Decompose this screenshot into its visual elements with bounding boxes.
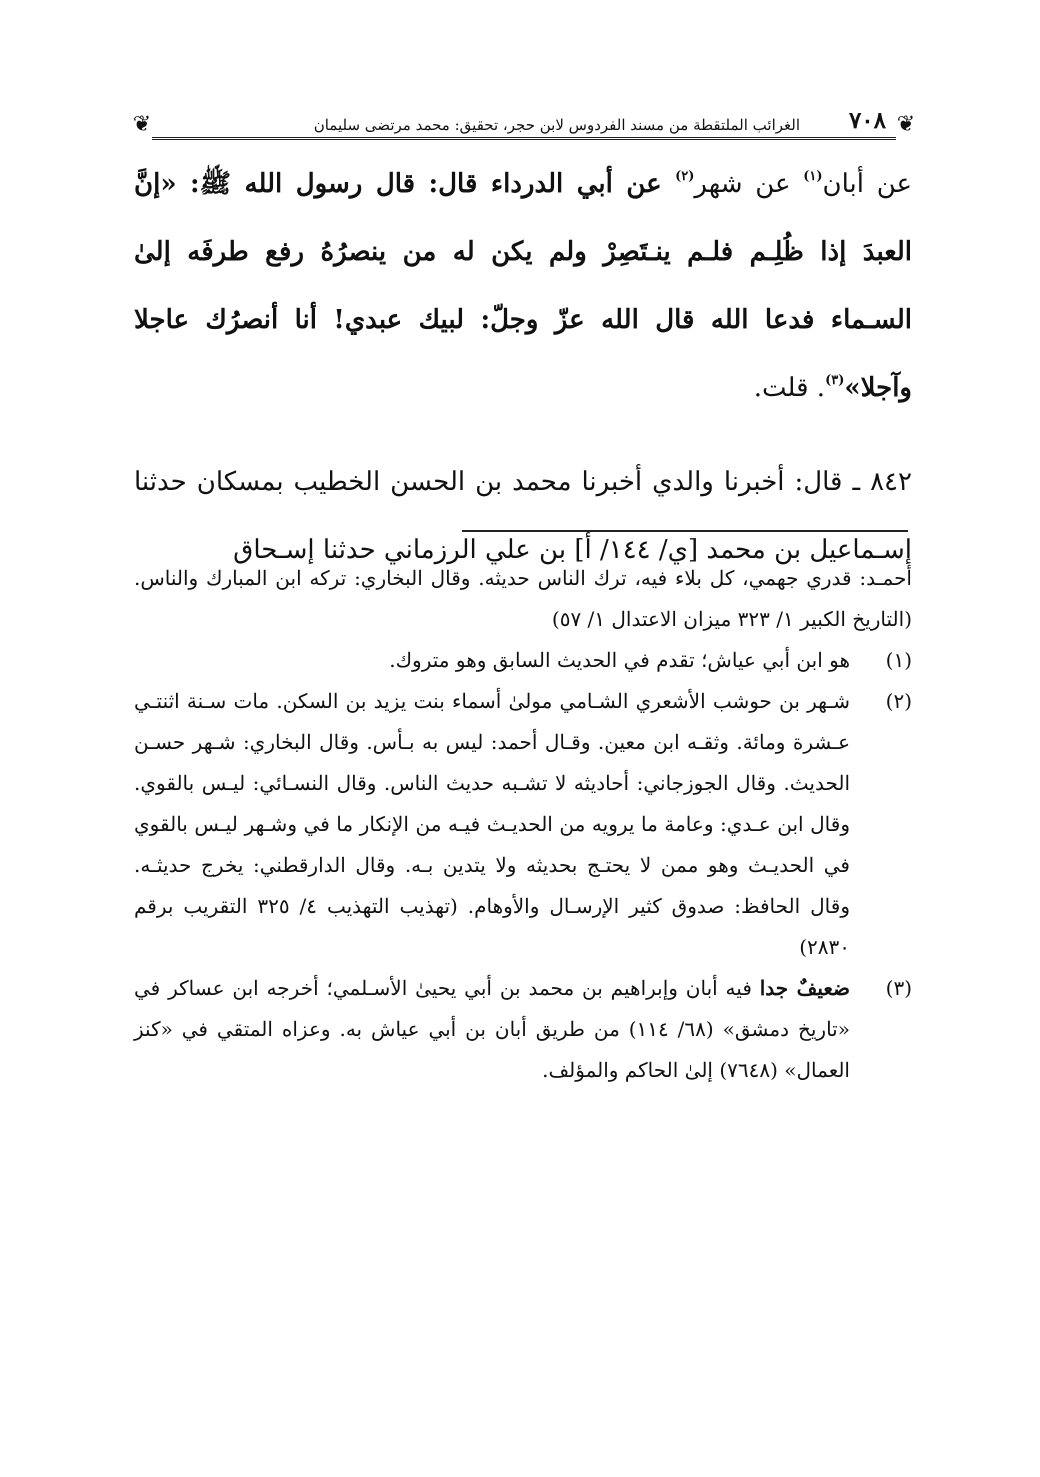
footnote-continuation: أحمـد: قدري جهمي، كل بلاء فيه، ترك الناس حديثه. وقال البخاري: تركه ابن المبارك والناس. (التاريخ الكبير ١/ ٣٢٣ ميزان الاعتدال ١/ ٥٧) [134, 566, 912, 631]
hadith-matn: عن أبي الدرداء قال: قال رسول الله ﷺ: «إنَّ العبدَ إذا ظُلِـم فلـم ينـتَصِرْ ولم يكن له من ينصرُهُ رفع طرفَه إلىٰ السـماء فدعا الله قال الله عزّ وجلّ: لبيك عبدي! أنا أنصرُك عاجلا وآجلا» [134, 169, 912, 403]
entry-842: ٨٤٢ ـ قال: أخبرنا والدي أخبرنا محمد بن الحسن الخطيب بمسكان حدثنا إسـماعيل بن محمد [ي/ ١٤٤/ أ] بن علي الرزماني حدثنا إسـحاق [134, 467, 912, 565]
main-text [134, 150, 912, 584]
footnote-ref-2: (٢) [675, 169, 695, 184]
footnote-text-rest: فيه أبان وإبراهيم بن محمد بن أبي يحيىٰ الأسـلمي؛ أخرجه ابن عساكر في «تاريخ دمشق» (٦٨/ ١١٤) من طريق أبان بن أبي عياش به. وعزاه المتقي في «كنز العمال» (٧٦٤٨) إلىٰ الحاكم والمؤلف. [134, 976, 850, 1082]
footnote-number: (٢) [885, 689, 912, 713]
footnote-number: (٣) [885, 976, 912, 1000]
footnote-grading: ضعيفٌ جدا [759, 976, 851, 1000]
hadith-closing: . قلت. [753, 373, 826, 403]
footnote-text [134, 968, 850, 1091]
footnote-ref-1: (١) [803, 169, 823, 184]
running-header [132, 98, 916, 142]
hadith-paragraph [134, 150, 912, 422]
running-title: الغرائب الملتقطة من مسند الفردوس لابن حجر، تحقيق: محمد مرتضى سليمان [313, 116, 800, 134]
header-ornament-right-icon: ❦ [896, 112, 916, 137]
footnote-ref-3: (٣) [825, 373, 845, 388]
header-ornament-left-icon: ❦ [132, 112, 152, 137]
page-number: ٧٠٨ [848, 107, 886, 134]
footnote-number: (١) [885, 648, 912, 672]
footnote-item [134, 968, 912, 1091]
footnote-separator [462, 530, 908, 532]
footnote-item [134, 640, 912, 681]
hadith-chain-part1: عن أبان [822, 169, 913, 199]
footnote-text: شـهر بن حوشب الأشعري الشـامي مولىٰ أسماء بنت يزيد بن السكن. مات سـنة اثنتـي عـشرة ومائة. وثقـه ابن معين. وقـال أحمد: ليس به بـأس. وقال البخاري: شـهر حسـن الحديث. وقال الجوزجاني: أحاديثه لا تشـبه حديث الناس. وقال النسـائي: ليـس بالقوي. وقال ابن عـدي: وعامة ما يرويه من الحديـث فيـه من الإنكار ما في وشـهر ليـس بالقوي في الحديـث وهو ممن لا يحتـج بحديثه ولا يتدين بـه. وقال الدارقطني: يخرج حديثـه. وقال الحافظ: صدوق كثير الإرسـال والأوهام. (تهذيب التهذيب ٤/ ٣٢٥ التقريب برقم ٢٨٣٠) [134, 689, 850, 959]
footnotes [134, 558, 912, 1091]
header-rule [152, 137, 896, 140]
hadith-chain-part2: عن شهر [694, 169, 804, 199]
footnote-item [134, 681, 912, 968]
footnote-text: هو ابن أبي عياش؛ تقدم في الحديث السابق وهو متروك. [389, 648, 850, 672]
